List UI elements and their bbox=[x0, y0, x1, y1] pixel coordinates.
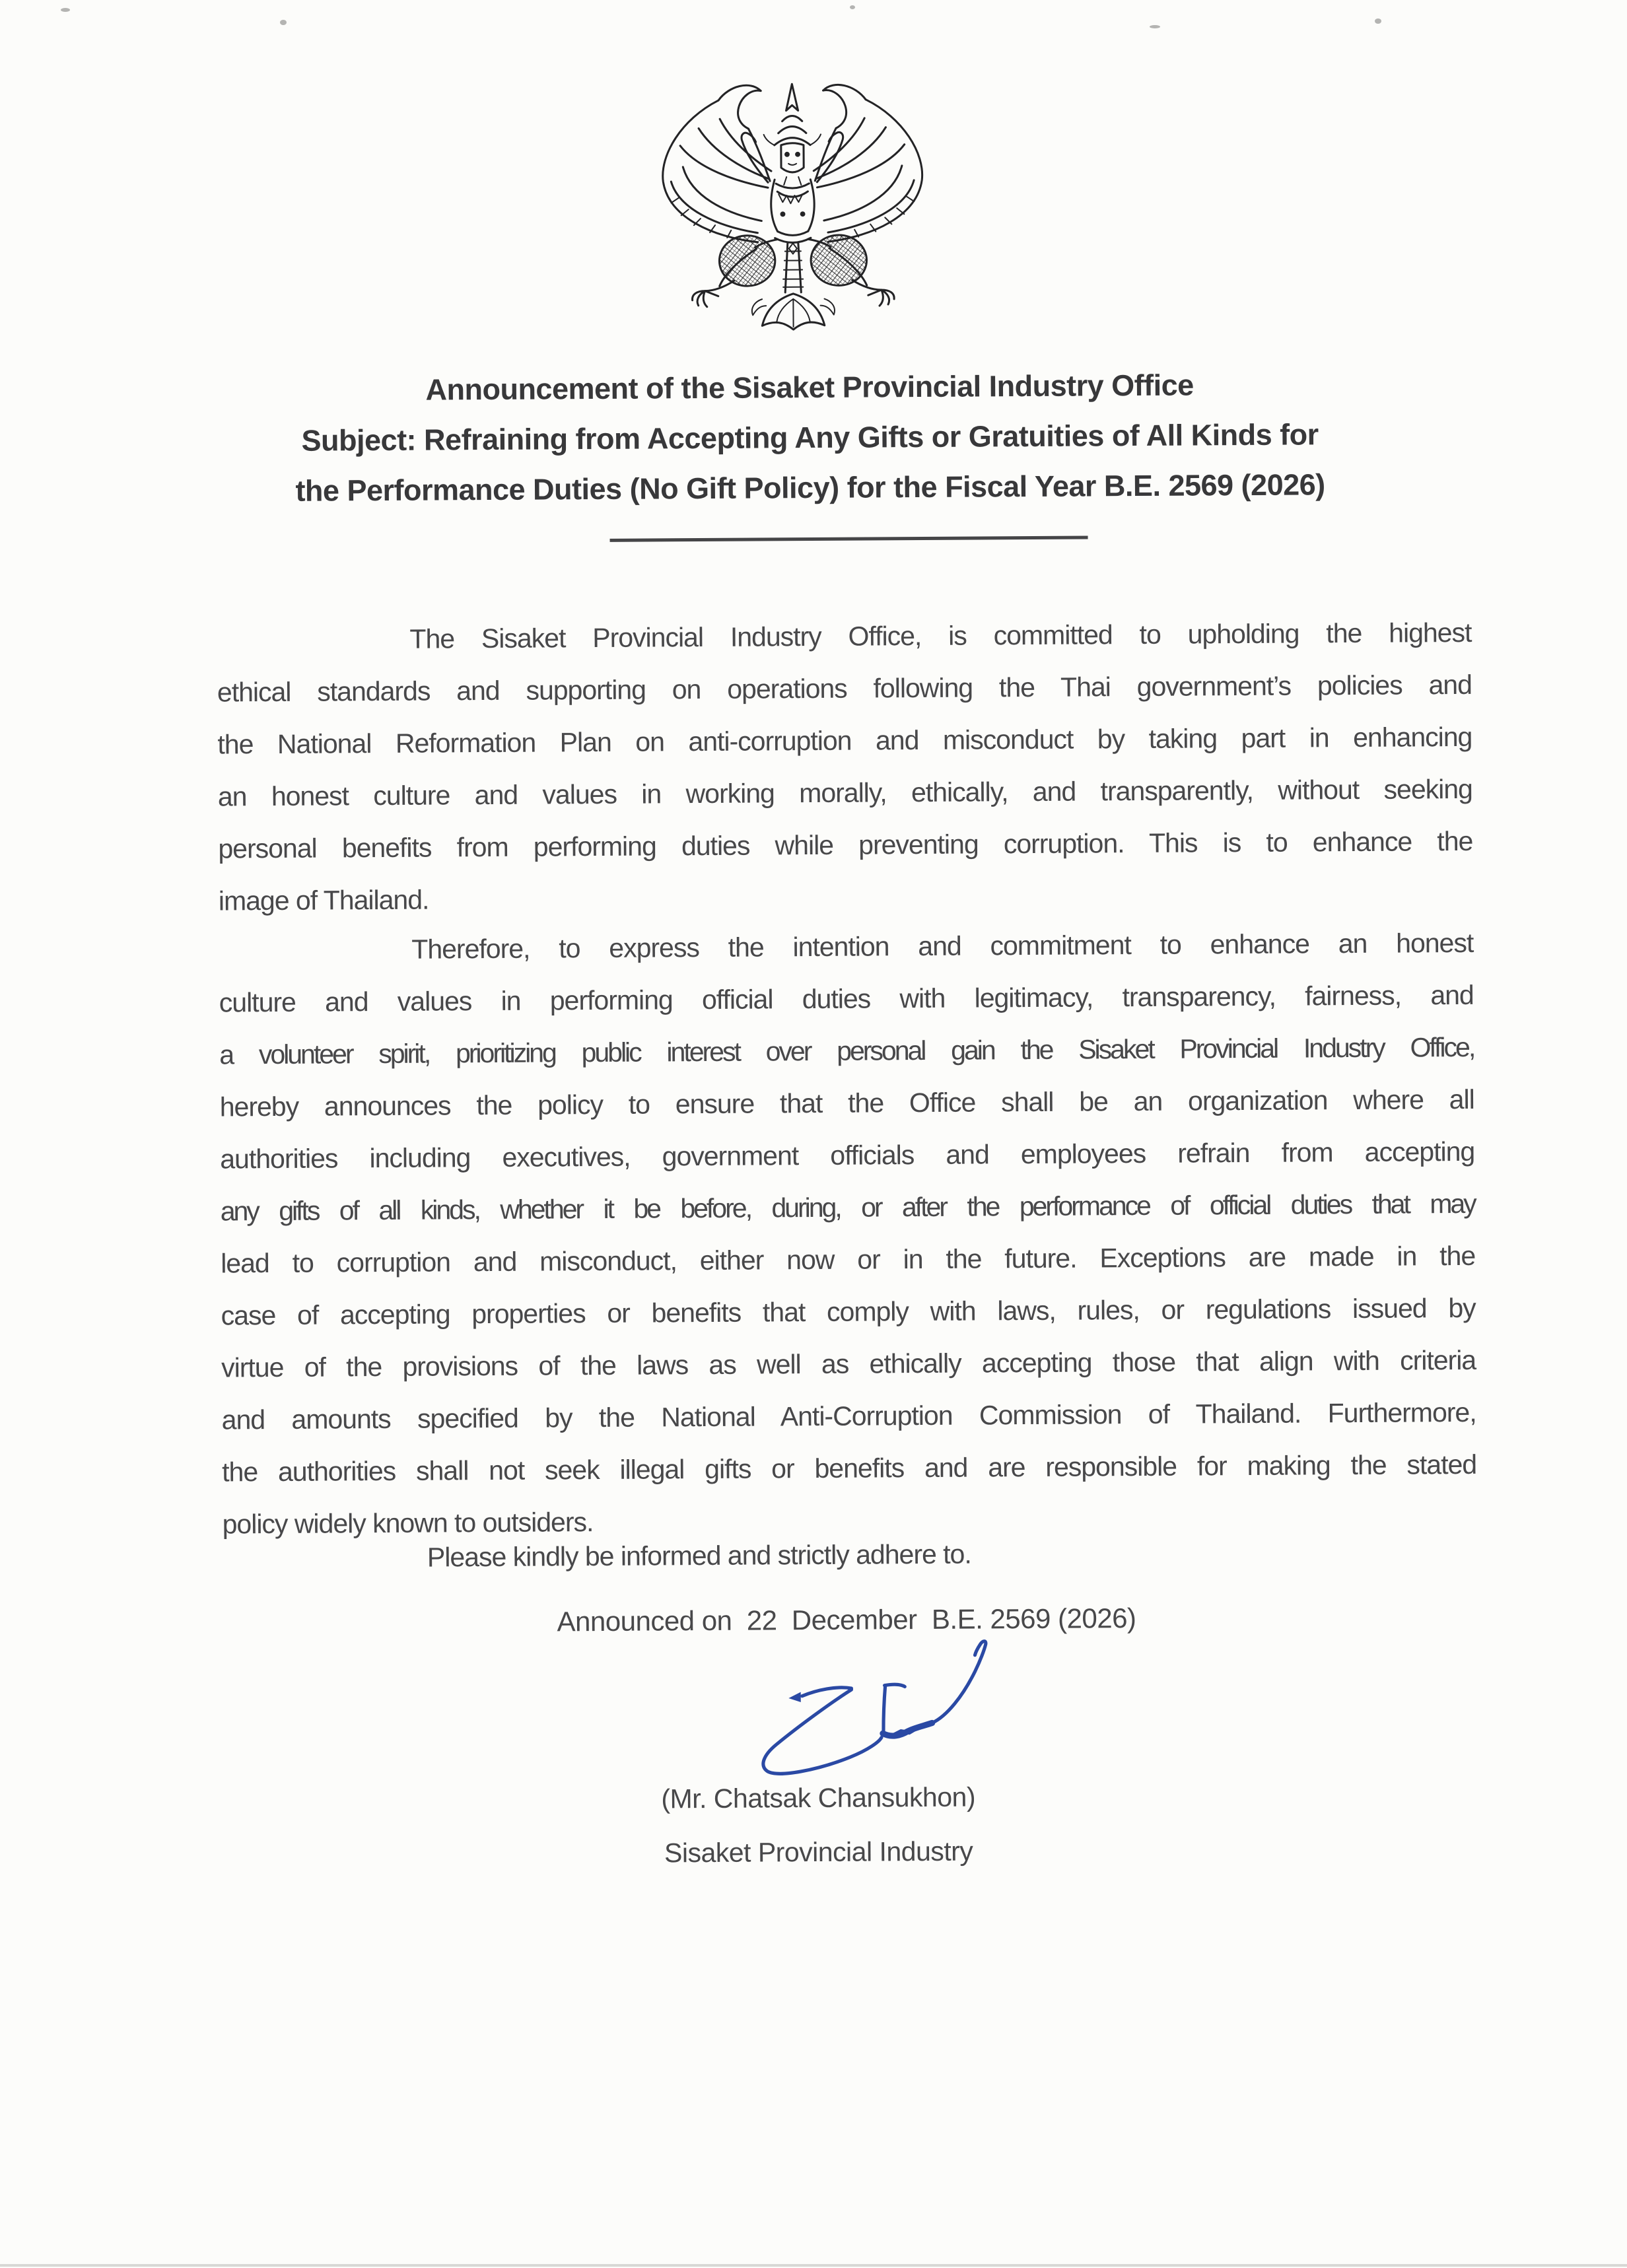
paragraph-line: Therefore, to express the intention and commitment to enhance an honest bbox=[411, 927, 1474, 965]
title-divider-rule bbox=[610, 535, 1088, 541]
paragraph-line: case of accepting properties or benefits that comply with laws, rules, or regulations issued by bbox=[221, 1292, 1476, 1331]
paragraph-line: authorities including executives, government officials and employees refrain from accepting bbox=[220, 1136, 1475, 1175]
document-title-block bbox=[0, 357, 1624, 518]
signature-ink bbox=[730, 1628, 1015, 1783]
paragraph-line: personal benefits from performing duties while preventing corruption. This is to enhance the bbox=[218, 825, 1473, 864]
paragraph-1 bbox=[217, 607, 1473, 928]
title-line-3: the Performance Duties (No Gift Policy) for the Fiscal Year B.E. 2569 (2026) bbox=[295, 467, 1325, 508]
paragraph-line: The Sisaket Provincial Industry Office, is committed to upholding the highest bbox=[409, 617, 1472, 654]
scan-speck bbox=[61, 8, 70, 12]
garuda-emblem bbox=[656, 77, 929, 337]
paragraph-line: lead to corruption and misconduct, either now or in the future. Exceptions are made in the bbox=[221, 1240, 1476, 1279]
paragraph-line: the National Reformation Plan on anti-corruption and misconduct by taking part in enhancing bbox=[217, 721, 1472, 760]
title-line-2: Subject: Refraining from Accepting Any Gifts or Gratuities of All Kinds for bbox=[301, 417, 1319, 458]
signer-title: Sisaket Provincial Industry bbox=[664, 1836, 973, 1869]
scan-bottom-edge bbox=[0, 2264, 1627, 2267]
paragraph-line: ethical standards and supporting on operations following the Thai government’s policies and bbox=[217, 669, 1472, 708]
title-line-1: Announcement of the Sisaket Provincial Industry Office bbox=[425, 368, 1194, 407]
paragraph-line: and amounts specified by the National Anti-Corruption Commission of Thailand. Furthermore, bbox=[221, 1396, 1476, 1435]
scan-speck bbox=[850, 5, 855, 9]
paragraph-line: image of Thailand. bbox=[218, 884, 429, 916]
paragraph-line: virtue of the provisions of the laws as well as ethically accepting those that align with criteria bbox=[221, 1344, 1476, 1383]
announced-date-line: Announced on 22 December B.E. 2569 (2026) bbox=[557, 1602, 1136, 1637]
scan-speck bbox=[1375, 18, 1381, 24]
scan-speck bbox=[1150, 25, 1160, 28]
paragraph-2 bbox=[219, 917, 1477, 1551]
paragraph-line: the authorities shall not seek illegal gifts or benefits and are responsible for making the stated bbox=[222, 1449, 1477, 1488]
paragraph-line: a volunteer spirit, prioritizing public interest over personal gain the Sisaket Provincial Industry Office, bbox=[219, 1031, 1474, 1070]
paragraph-line: culture and values in performing official duties with legitimacy, transparency, fairness, and bbox=[219, 979, 1474, 1018]
closing-line: Please kindly be informed and strictly adhere to. bbox=[427, 1538, 971, 1573]
signer-name: (Mr. Chatsak Chansukhon) bbox=[661, 1781, 976, 1814]
scan-speck bbox=[280, 20, 287, 25]
paragraph-line: any gifts of all kinds, whether it be before, during, or after the performance of official duties that may bbox=[220, 1188, 1475, 1227]
paragraph-line: an honest culture and values in working morally, ethically, and transparently, without seeking bbox=[217, 773, 1473, 812]
paragraph-line: hereby announces the policy to ensure that the Office shall be an organization where all bbox=[219, 1083, 1474, 1122]
paragraph-line: policy widely known to outsiders. bbox=[222, 1507, 594, 1540]
